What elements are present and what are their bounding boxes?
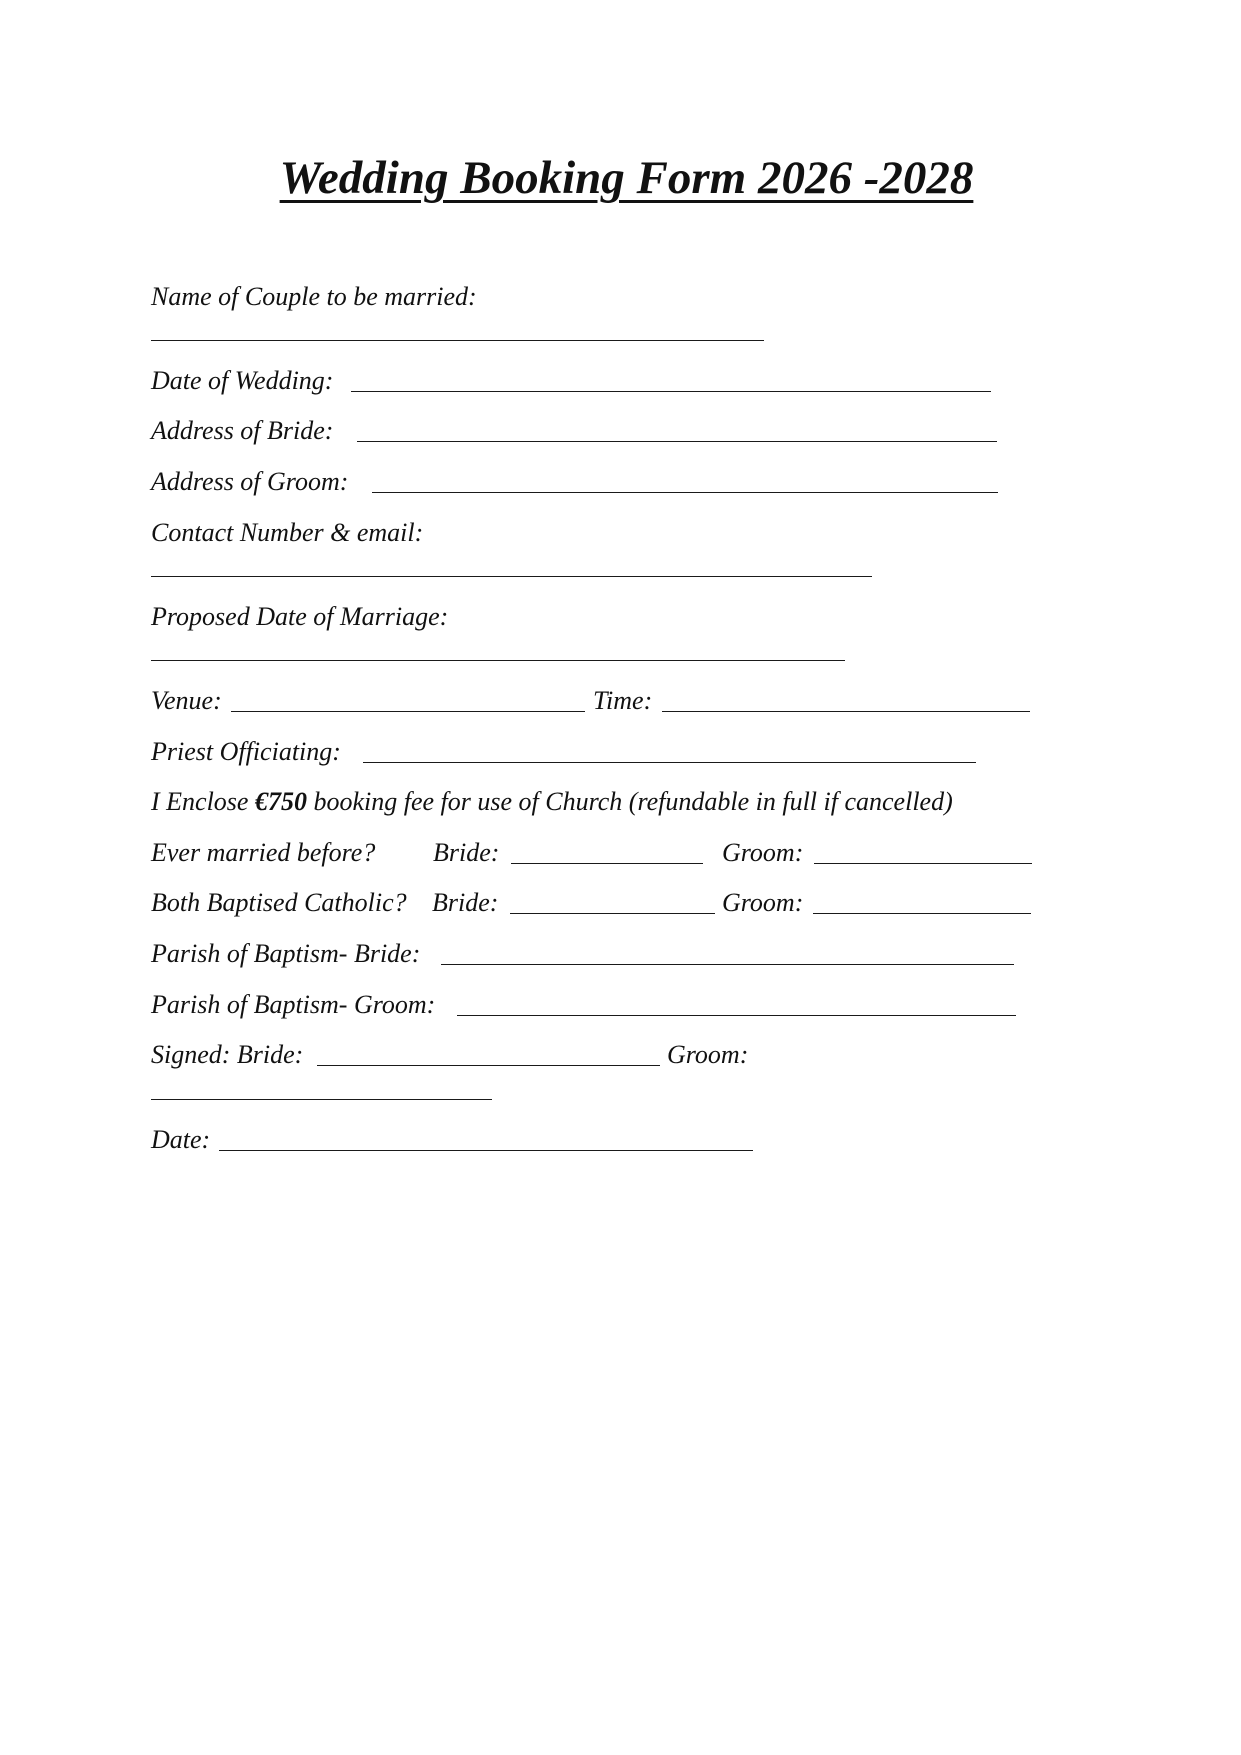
proposed-date-label: Proposed Date of Marriage: bbox=[151, 602, 449, 631]
wedding-date-label: Date of Wedding: bbox=[151, 366, 334, 395]
venue-field[interactable] bbox=[231, 711, 585, 712]
baptised-bride-label: Bride: bbox=[432, 888, 499, 917]
form-title: Wedding Booking Form 2026 -2028 bbox=[279, 152, 974, 204]
priest-label: Priest Officiating: bbox=[151, 737, 341, 766]
signed-groom-label: Groom: bbox=[667, 1040, 749, 1069]
parish-bride-label: Parish of Baptism- Bride: bbox=[151, 939, 421, 968]
parish-groom-label: Parish of Baptism- Groom: bbox=[151, 990, 436, 1019]
priest-field[interactable] bbox=[363, 762, 976, 763]
fee-text-post: booking fee for use of Church (refundable in full if cancelled) bbox=[306, 787, 953, 816]
address-bride-field[interactable] bbox=[357, 441, 997, 442]
married-before-label: Ever married before? bbox=[151, 838, 376, 867]
date-field[interactable] bbox=[219, 1150, 753, 1151]
address-groom-field[interactable] bbox=[372, 492, 998, 493]
signed-bride-field[interactable] bbox=[317, 1065, 660, 1066]
date-label: Date: bbox=[151, 1125, 211, 1154]
time-label: Time: bbox=[593, 686, 653, 715]
wedding-date-field[interactable] bbox=[351, 391, 991, 392]
married-groom-label: Groom: bbox=[722, 838, 804, 867]
address-bride-label: Address of Bride: bbox=[151, 416, 334, 445]
proposed-date-field[interactable] bbox=[151, 660, 845, 661]
parish-groom-field[interactable] bbox=[457, 1015, 1016, 1016]
venue-label: Venue: bbox=[151, 686, 222, 715]
baptised-groom-field[interactable] bbox=[813, 913, 1031, 914]
signed-groom-field[interactable] bbox=[151, 1099, 492, 1100]
fee-text-pre: I Enclose bbox=[151, 787, 255, 816]
time-field[interactable] bbox=[662, 711, 1030, 712]
baptised-label: Both Baptised Catholic? bbox=[151, 888, 407, 917]
contact-field[interactable] bbox=[151, 576, 872, 577]
contact-label: Contact Number & email: bbox=[151, 518, 424, 547]
parish-bride-field[interactable] bbox=[441, 964, 1014, 965]
fee-amount: €750 bbox=[254, 787, 307, 816]
couple-name-field[interactable] bbox=[151, 340, 764, 341]
baptised-groom-label: Groom: bbox=[722, 888, 804, 917]
signed-bride-label: Signed: Bride: bbox=[151, 1040, 304, 1069]
married-before-bride-field[interactable] bbox=[511, 863, 703, 864]
couple-label: Name of Couple to be married: bbox=[151, 282, 477, 311]
baptised-bride-field[interactable] bbox=[510, 913, 715, 914]
address-groom-label: Address of Groom: bbox=[151, 467, 349, 496]
married-bride-label: Bride: bbox=[433, 838, 500, 867]
married-before-groom-field[interactable] bbox=[814, 863, 1032, 864]
booking-fee-statement bbox=[151, 786, 953, 818]
